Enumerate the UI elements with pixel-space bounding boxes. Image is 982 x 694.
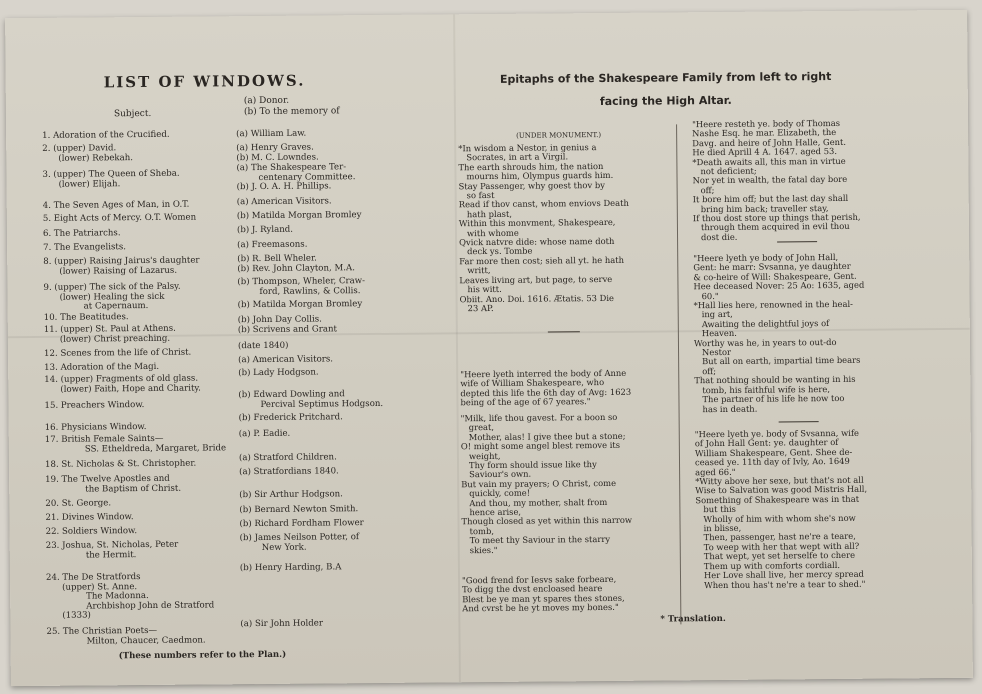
- window-subject-line: 14. (upper) Fragments of old glass.: [44, 373, 199, 385]
- window-donor-line: (b) Richard Fordham Flower: [239, 518, 364, 530]
- window-subject-line: 3. (upper) The Queen of Sheba.: [42, 168, 180, 180]
- window-subject-line: 24. The De Stratfords: [45, 572, 141, 583]
- window-donor-line: (b) Henry Harding, B.A: [239, 562, 342, 574]
- epitaph-nashe: "Heere resteth ye. body of Thomas Nashe Esq. he mar. Elizabeth, the Davg. and heire of John Halle, Gent. He died Aprill 4 A. 1647. aged 53. *Death awaits all, this man in virtue not deficient; Nor yet in wealth, the fatal day bore off; It bore him off; but the last day shall bring him back; traveller stay, If thou dost store up things that perish, through them acquired in evil thou dost die.: [692, 117, 861, 243]
- window-donor: [239, 430, 291, 440]
- window-donor-line: (b) J. O. A. H. Phillips.: [236, 181, 332, 193]
- window-subject-line: 2. (upper) David.: [42, 143, 117, 154]
- window-subject-line: 21. Divines Window.: [45, 512, 134, 523]
- window-donor-line: (b) James Neilson Potter, of: [239, 532, 360, 544]
- window-donor-line: (b) M. C. Lowndes.: [236, 151, 319, 163]
- window-subject-line: 10. The Beatitudes.: [43, 312, 129, 323]
- window-donor-line: (a) The Shakespeare Ter-: [236, 162, 347, 174]
- window-subject-line: 11. (upper) St. Paul at Athens.: [43, 323, 176, 335]
- epitaphs-title-line-1: Epitaphs of the Shakespeare Family from left to right: [499, 70, 832, 86]
- window-donor-line: (date 1840): [237, 340, 289, 352]
- window-subject-line: (lower) Elijah.: [58, 178, 121, 190]
- window-subject: [43, 243, 126, 253]
- epitaph-anne-translation: "Milk, life thou gavest. For a boon so great, Mother, alas! I give thee but a stone; O! might some angel blest remove its weight, Thy form should issue like thy Saviour's own. But vain my prayers; O Christ, come quickly, come! And thou, my mother, shalt from hence arise, Though closed as yet within this narrow tomb, To meet thy Saviour in the starry skies.": [460, 411, 633, 555]
- subject-header: Subject.: [113, 108, 152, 120]
- window-donor: [240, 533, 360, 553]
- donor-header-b: (b) To the memory of: [243, 106, 340, 118]
- window-donor-line: (b) Thompson, Wheler, Craw-: [237, 276, 366, 288]
- epitaph-shakespeare: *In wisdom a Nestor, in genius a Socrates, in art a Virgil. The earth shrouds him, the nation mourns him, Olympus guards him. Stay Passenger, why goest thov by so fast Read if thov canst, whom enviovs Death hath plast, Within this monvment, Shakespeare, with whome Qvick natvre dide: whose name doth deck ys. Tombe Far more then cost; sieh all yt. he hath writt, Leaves living art, but page, to serve his witt. Obiit. Ano. Doi. 1616. Ætatis. 53 Die 23 AP.: [458, 142, 629, 314]
- window-subject: [44, 363, 159, 374]
- window-subject-line: 6. The Patriarchs.: [42, 228, 121, 239]
- window-subject-line: 25. The Christian Poets—: [46, 625, 158, 637]
- window-donor: [238, 368, 318, 378]
- epitaph-susanna: "Heere lyeth ye. body of Svsanna, wife of John Hall Gent: ye. daughter of William Shakespeare, Gent. Shee de- ceased ye. 11th day of Ivly, Ao. 1649 aged 66." *Witty above her sexe, but that's not all Wise to Salvation was good Mistris Hall, Something of Shakespeare was in that but this Wholly of him with whom she's now in blisse, Then, passenger, hast ne're a teare, To weep with her that wept with all? That wept, yet set herselfe to chere Them up with comforts cordiall. Her Love shall live, her mercy spread When thou has't ne're a tear to shed.": [694, 427, 868, 590]
- window-subject-line: 15. Preachers Window.: [44, 400, 145, 411]
- window-donor: [238, 342, 289, 352]
- window-subject-line: 4. The Seven Ages of Man, in O.T.: [42, 199, 190, 211]
- window-donor: [237, 254, 355, 274]
- window-donor-line: (b) Sir Arthur Hodgson.: [239, 489, 343, 501]
- epitaph-rule: [777, 241, 817, 242]
- vertical-fold-crease: [453, 14, 461, 682]
- window-donor: [237, 226, 293, 236]
- window-subject-line: (lower) Faith, Hope and Charity.: [60, 383, 201, 395]
- window-subject-line: 22. Soldiers Window.: [45, 526, 138, 537]
- window-donor: [236, 130, 306, 140]
- epitaph-curse: "Good frend for Iesvs sake forbeare, To digg the dvst encloased heare Blest be ye man yt spares thes stones, And cvrst be he yt moves my bones.": [461, 573, 625, 614]
- window-donor-line: (b) Lady Hodgson.: [238, 367, 319, 379]
- window-subject: [43, 257, 199, 277]
- window-donor-line: (a) P. Eadie.: [238, 428, 291, 440]
- window-donor-line: Percival Septimus Hodgson.: [260, 398, 384, 410]
- window-subject: [45, 423, 147, 433]
- window-donor: [238, 315, 337, 335]
- window-subject-line: 7. The Evangelists.: [43, 242, 127, 253]
- window-donor: [237, 277, 365, 297]
- epitaph-john-hall: "Heere lyeth ye body of John Hall, Gent: he marr: Svsanna, ye daughter & co-heire of Will: Shakespeare, Gent. Hee deceased Nover: 25 Ao: 1635, aged 60." *Hall lies here, renowned in the heal- ing art, Awaiting the delightful joys of Heaven. Worthy was he, in years to out-do Nestor But all on earth, impartial time bears off; That nothing should be wanting in his tomb, his faithful wife is here, The partner of his life he now too has in death.: [693, 251, 865, 414]
- window-donor-line: (b) Frederick Pritchard.: [238, 412, 343, 424]
- translation-note: * Translation.: [660, 613, 726, 625]
- window-subject: [46, 541, 179, 561]
- window-subject: [45, 460, 196, 471]
- window-donor: [238, 300, 363, 311]
- window-subject-line: 18. St. Nicholas & St. Christopher.: [44, 458, 197, 470]
- window-subject: [43, 214, 196, 225]
- window-subject-line: 5. Eight Acts of Mercy. O.T. Women: [42, 212, 197, 224]
- window-subject-line: (lower) Raising of Lazarus.: [59, 265, 178, 277]
- window-donor: [239, 505, 358, 516]
- window-donor: [240, 563, 342, 573]
- window-subject-line: The Madonna.: [86, 590, 149, 602]
- window-subject: [43, 283, 180, 313]
- window-subject-line: 9. (upper) The sick of the Palsy.: [43, 281, 181, 293]
- window-donor: [239, 519, 363, 530]
- window-subject-line: 1. Adoration of the Crucified.: [42, 129, 170, 141]
- window-subject: [44, 401, 144, 411]
- window-subject: [44, 375, 201, 395]
- window-subject-line: Archbishop John de Stratford: [86, 599, 215, 612]
- window-donor: [236, 143, 319, 163]
- window-donor-line: (a) Stratford Children.: [238, 452, 337, 464]
- window-donor-line: (b) Bernard Newton Smith.: [239, 504, 359, 516]
- window-subject-line: (1333): [62, 610, 91, 621]
- window-donor-line: (b) Matilda Morgan Bromley: [237, 299, 363, 311]
- plan-footnote: (These numbers refer to the Plan.): [118, 649, 287, 662]
- window-donor: [237, 241, 307, 251]
- window-subject-line: 23. Joshua, St. Nicholas, Peter: [45, 539, 179, 551]
- window-subject: [45, 499, 111, 509]
- window-subject: [42, 144, 133, 164]
- donor-header-a: (a) Donor.: [243, 95, 290, 107]
- epitaphs-title-line-2: facing the High Altar.: [599, 93, 732, 109]
- window-donor-line: (b) Scrivens and Grant: [237, 323, 337, 335]
- window-subject-line: Milton, Chaucer, Caedmon.: [86, 634, 206, 647]
- window-donor: [239, 467, 339, 477]
- window-donor-line: (a) American Visitors.: [236, 196, 332, 208]
- window-donor-line: (a) William Law.: [236, 128, 307, 140]
- epitaph-anne: "Heere lyeth interred the body of Anne wife of William Shakespeare, who depted this life the 6th day of Avg: 1623 being of the age of 67 yeares.": [460, 367, 632, 408]
- window-subject: [45, 475, 181, 495]
- window-donor-line: New York.: [261, 542, 307, 553]
- window-subject: [44, 349, 191, 360]
- window-donor-line: (b) Edward Dowling and: [238, 389, 345, 401]
- window-subject: [44, 313, 129, 323]
- window-donor-line: (a) American Visitors.: [238, 354, 334, 366]
- document-sheet: [5, 10, 973, 686]
- window-subject-line: 8. (upper) Raising Jairus's daughter: [43, 255, 200, 267]
- window-subject-line: 17. British Female Saints—: [44, 433, 164, 445]
- window-subject-line: 20. St. George.: [45, 498, 112, 509]
- window-subject-line: 19. The Twelve Apostles and: [45, 473, 170, 485]
- window-subject: [46, 572, 214, 621]
- window-subject: [46, 527, 138, 537]
- window-donor: [239, 453, 337, 463]
- window-donor-line: (b) John Day Collis.: [237, 314, 322, 326]
- window-subject-line: (lower) Christ preaching.: [59, 333, 171, 345]
- window-donor: [237, 211, 362, 222]
- window-subject: [45, 434, 226, 455]
- window-donor: [239, 413, 343, 423]
- window-donor-line: (a) Sir John Holder: [240, 618, 324, 630]
- window-subject: [42, 131, 169, 142]
- window-subject-line: 16. Physicians Window.: [44, 421, 147, 433]
- window-subject: [42, 170, 179, 190]
- window-subject: [43, 229, 121, 239]
- window-subject-line: at Capernaum.: [83, 300, 149, 312]
- window-donor-line: (b) Matilda Morgan Bromley: [236, 210, 362, 222]
- window-subject-line: the Hermit.: [85, 549, 137, 561]
- under-monument-label: (UNDER MONUMENT.): [516, 131, 602, 140]
- window-subject-line: (upper) St. Anne.: [62, 581, 138, 593]
- window-subject: [43, 201, 190, 212]
- window-donor-line: centenary Committee.: [258, 171, 356, 183]
- window-donor-line: (a) Henry Graves.: [236, 142, 314, 154]
- window-subject: [45, 513, 133, 523]
- window-subject-line: SS. Etheldreda, Margaret, Bride: [84, 442, 227, 455]
- window-donor: [236, 163, 355, 193]
- window-donor-line: (b) J. Ryland.: [236, 224, 294, 236]
- window-donor-line: (a) Stratfordians 1840.: [239, 466, 339, 478]
- window-subject-line: (lower) Healing the sick: [59, 291, 165, 303]
- list-title: LIST OF WINDOWS.: [103, 71, 306, 92]
- window-subject-line: (lower) Rebekah.: [58, 152, 134, 164]
- window-subject-line: the Baptism of Christ.: [85, 483, 182, 495]
- window-donor: [239, 490, 343, 500]
- window-donor-line: ford, Rawlins, & Collis.: [259, 285, 361, 297]
- window-donor-line: (a) Freemasons.: [237, 239, 308, 251]
- window-donor: [238, 390, 383, 410]
- window-donor: [238, 355, 333, 365]
- window-subject: [46, 626, 205, 646]
- window-subject-line: 13. Adoration of the Magi.: [44, 361, 160, 373]
- epitaphs-title: [446, 65, 886, 115]
- window-subject: [44, 325, 176, 345]
- window-donor-line: (b) R. Bell Wheler.: [237, 253, 317, 265]
- epitaph-rule: [779, 421, 819, 422]
- window-donor-line: (b) Rev. John Clayton, M.A.: [237, 262, 355, 274]
- window-subject-line: 12. Scenes from the life of Christ.: [43, 347, 192, 359]
- donor-header: [244, 95, 340, 118]
- window-donor: [240, 619, 323, 629]
- window-donor: [237, 197, 332, 207]
